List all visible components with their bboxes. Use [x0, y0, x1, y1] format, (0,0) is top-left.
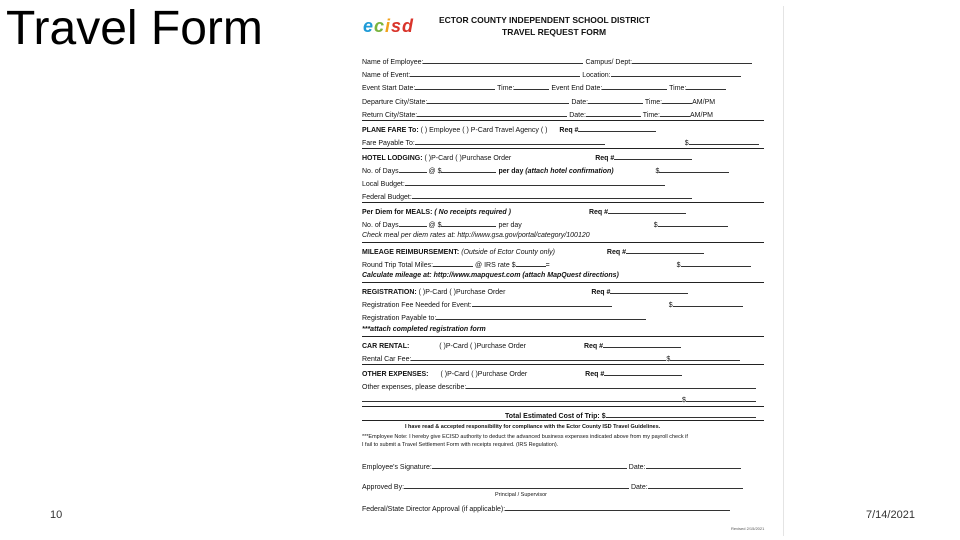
- divider: [362, 336, 764, 337]
- row-registration: REGISTRATION: ( )P-Card ( )Purchase Order Req #: [362, 286, 688, 297]
- row-other-amount: $: [362, 394, 756, 405]
- form-title: TRAVEL REQUEST FORM: [502, 27, 607, 37]
- total-cost: Total Estimated Cost of Trip: $: [505, 410, 756, 421]
- divider: [362, 406, 764, 407]
- employee-note-2: I fail to submit a Travel Settlement Form with receipts required. (IRS Regulation).: [362, 442, 559, 448]
- row-car-rental: CAR RENTAL: ( )P-Card ( )Purchase Order Req #: [362, 340, 681, 351]
- row-plane: PLANE FARE To: ( ) Employee ( ) P-Card Travel Agency ( ) Req #: [362, 124, 656, 135]
- row-return: Return City/State: Date: Time: AM/PM: [362, 109, 713, 120]
- row-event-dates: Event Start Date: Time: Event End Date: Time:: [362, 82, 726, 93]
- row-meal-days: No. of Days @ $ per day $: [362, 219, 728, 230]
- row-federal-budget: Federal Budget:: [362, 191, 692, 202]
- row-approved: Approved By: Date:: [362, 481, 743, 492]
- row-hotel-days: No. of Days @ $ per day (attach hotel confirmation) $: [362, 165, 729, 176]
- district-name: ECTOR COUNTY INDEPENDENT SCHOOL DISTRICT: [439, 15, 651, 25]
- row-miles: Round Trip Total Miles: @ IRS rate $ = $: [362, 259, 751, 270]
- row-other-describe: Other expenses, please describe:: [362, 381, 756, 392]
- acknowledgement: I have read & accepted responsibility for compliance with the Ector County ISD Travel Guidelines.: [405, 424, 661, 430]
- principal-label: Principal / Supervisor: [495, 492, 547, 498]
- row-signature: Employee's Signature: Date:: [362, 461, 741, 472]
- divider: [362, 242, 764, 243]
- row-federal-approval: Federal/State Director Approval (if applicable):: [362, 503, 730, 514]
- attach-registration-note: ***attach completed registration form: [362, 326, 486, 333]
- slide-title: Travel Form: [6, 2, 263, 55]
- row-reg-payable: Registration Payable to:: [362, 312, 646, 323]
- row-other-expenses: OTHER EXPENSES: ( )P-Card ( )Purchase Order Req #: [362, 368, 682, 379]
- divider: [362, 420, 764, 421]
- row-local-budget: Local Budget:: [362, 178, 665, 189]
- divider: [362, 148, 764, 149]
- row-car-fee: Rental Car Fee: $: [362, 353, 740, 364]
- employee-note-1: ***Employee Note: I hereby give ECISD authority to deduct the advanced business expenses indicated above from my payroll check if: [362, 434, 688, 440]
- divider: [362, 120, 764, 121]
- row-hotel: HOTEL LODGING: ( )P-Card ( )Purchase Order Req #: [362, 152, 692, 163]
- travel-request-form: [347, 6, 784, 536]
- row-reg-fee: Registration Fee Needed for Event: $: [362, 299, 743, 310]
- revised-date: Revised 2/15/2021: [731, 526, 765, 531]
- divider: [362, 282, 764, 283]
- divider: [362, 364, 764, 365]
- slide-number: 10: [50, 509, 63, 521]
- divider: [362, 202, 764, 203]
- row-fare-payable: Fare Payable To: $: [362, 137, 759, 148]
- row-departure: Departure City/State: Date: Time: AM/PM: [362, 96, 715, 107]
- ecisd-logo: ecisd: [363, 16, 415, 36]
- row-meals: Per Diem for MEALS: ( No receipts required ) Req #: [362, 206, 686, 217]
- row-event: Name of Event: Location:: [362, 69, 741, 80]
- slide-date: 7/14/2021: [866, 509, 915, 521]
- row-employee: Name of Employee: Campus/ Dept:: [362, 56, 752, 67]
- meal-rates-link: Check meal per diem rates at: http://www.gsa.gov/portal/category/100120: [362, 232, 590, 239]
- mapquest-link: Calculate mileage at: http://www.mapquest.com (attach MapQuest directions): [362, 272, 619, 279]
- row-mileage: MILEAGE REIMBURSEMENT: (Outside of Ector County only) Req #: [362, 246, 704, 257]
